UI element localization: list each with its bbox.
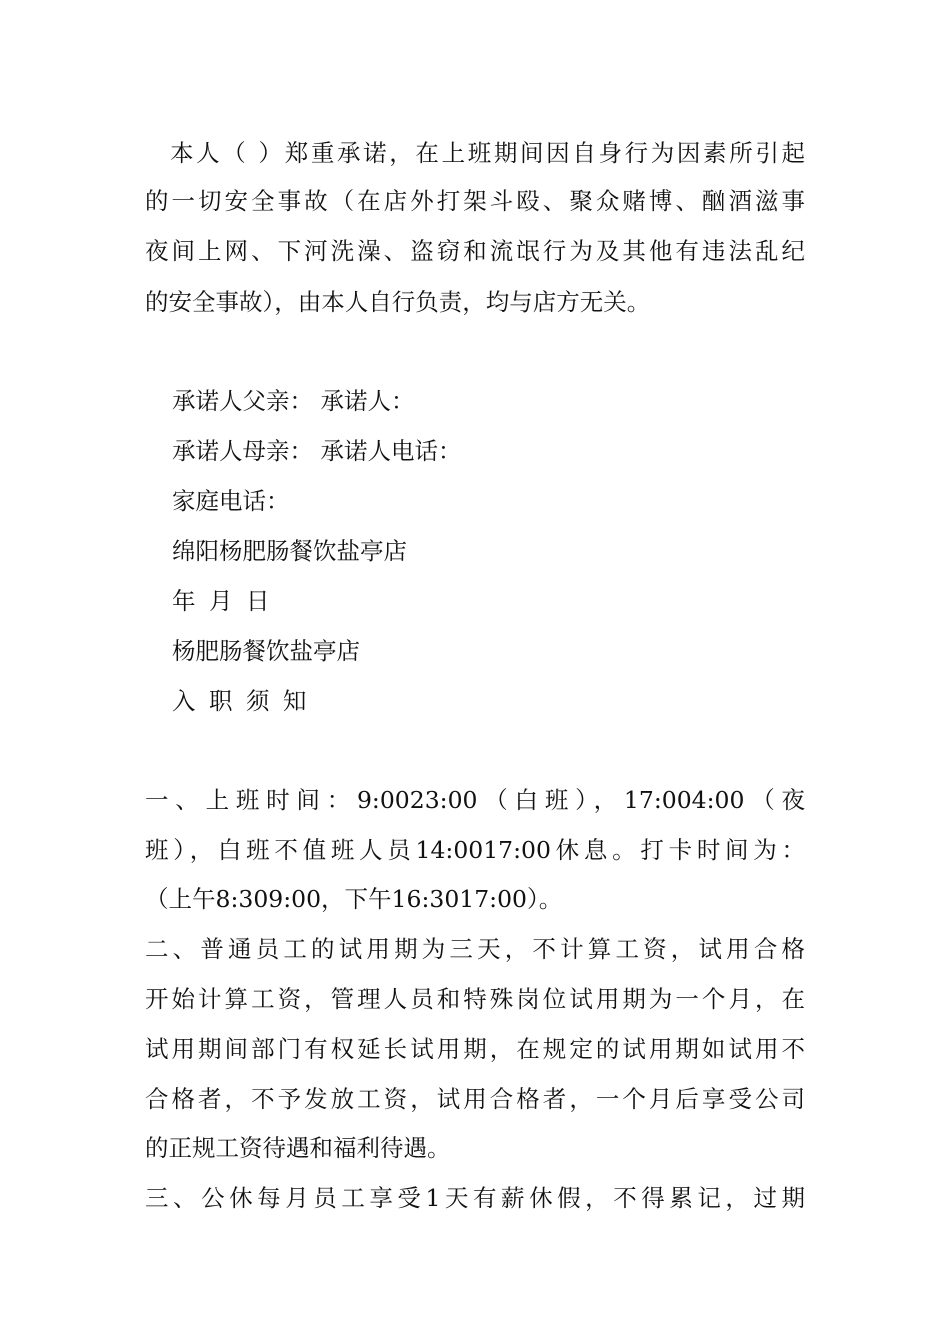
rule-1-line-3: （上午8:309:00，下午16:3017:00）。 <box>145 885 563 913</box>
rule-1-line-1: 一、上班时间：9:0023:00（白班），17:004:00（夜 <box>145 786 805 814</box>
notice-title: 入 职 须 知 <box>172 687 307 715</box>
rule-2-line-1: 二、普通员工的试用期为三天，不计算工资，试用合格 <box>145 935 805 963</box>
pledge-line-2: 的一切安全事故（在店外打架斗殴、聚众赌博、酗酒滋事 <box>145 187 805 215</box>
rule-2-line-4: 合格者，不予发放工资，试用合格者，一个月后享受公司 <box>145 1085 805 1113</box>
pledge-line-3: 夜间上网、下河洗澡、盗窃和流氓行为及其他有违法乱纪 <box>145 237 805 265</box>
date-line: 年 月 日 <box>172 587 270 615</box>
home-phone-label: 家庭电话： <box>172 487 290 515</box>
rule-1-line-2: 班），白班不值班人员14:0017:00休息。打卡时间为： <box>145 836 805 864</box>
rule-2-line-5: 的正规工资待遇和福利待遇。 <box>145 1134 451 1162</box>
rule-3-line-1: 三、公休每月员工享受1天有薪休假，不得累记，过期 <box>145 1184 805 1212</box>
rule-2-line-3: 试用期间部门有权延长试用期，在规定的试用期如试用不 <box>145 1035 805 1063</box>
store-full-name: 绵阳杨肥肠餐饮盐亭店 <box>172 537 407 565</box>
rule-2-line-2: 开始计算工资，管理人员和特殊岗位试用期为一个月，在 <box>145 985 805 1013</box>
signature-mother: 承诺人母亲： 承诺人电话： <box>172 437 462 465</box>
store-short-name: 杨肥肠餐饮盐亭店 <box>172 637 360 665</box>
pledge-line-4: 的安全事故），由本人自行负责，均与店方无关。 <box>145 288 651 316</box>
signature-father: 承诺人父亲： 承诺人： <box>172 387 415 415</box>
pledge-line-1: 本人（ ）郑重承诺，在上班期间因自身行为因素所引起 <box>170 139 805 167</box>
